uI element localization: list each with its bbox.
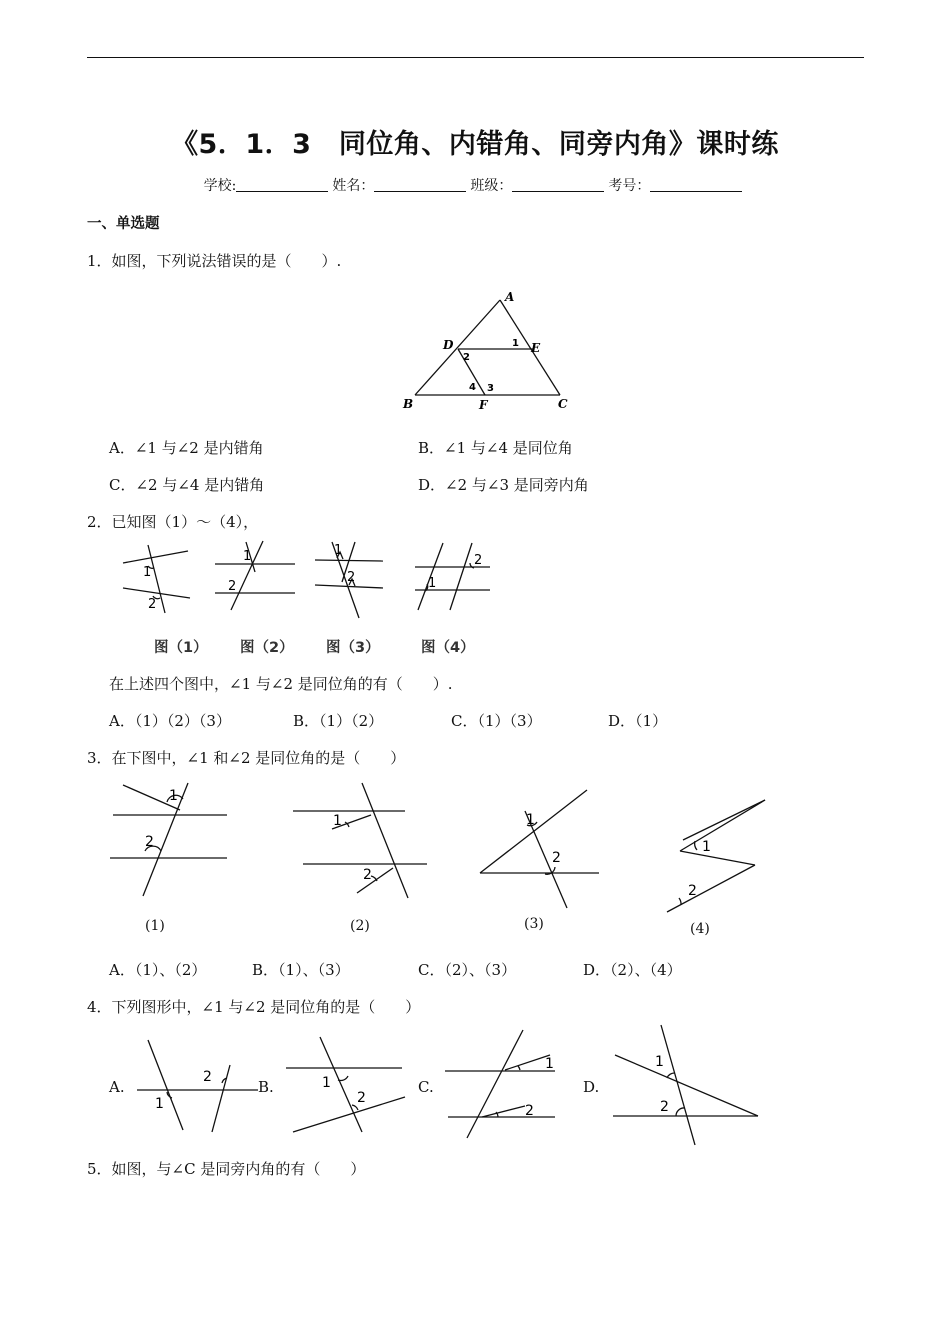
q3-caption-1: (1) <box>145 918 165 934</box>
fig3-label-2: 2 <box>347 570 356 585</box>
angle-label-4: 4 <box>469 382 476 393</box>
q3-fig1-label-1: 1 <box>169 788 178 804</box>
name-label: 姓名： <box>332 178 375 194</box>
q4-d-label-1: 1 <box>655 1054 664 1070</box>
q4-b-label-1: 1 <box>322 1075 331 1091</box>
section-heading: 一、单选题 <box>87 216 160 232</box>
fig2-label-2: 2 <box>228 579 237 594</box>
school-blank[interactable] <box>236 177 328 192</box>
q2-caption-4: 图（4） <box>421 640 475 656</box>
q3-option-c[interactable]: C．（2）、（3） <box>418 961 517 979</box>
point-label-e: E <box>531 341 541 355</box>
question-3-figures <box>105 778 775 943</box>
fig1-label-1: 1 <box>143 565 152 580</box>
question-3-stem: 3．在下图中，∠1 和∠2 是同位角的是（ ） <box>87 749 406 767</box>
question-5-stem: 5．如图，与∠C 是同旁内角的有（ ） <box>87 1160 366 1178</box>
q2-option-d[interactable]: D．（1） <box>608 712 668 730</box>
q3-fig1-label-2: 2 <box>145 834 154 850</box>
question-4-figures <box>130 1020 770 1145</box>
q1-option-c[interactable]: C．∠2 与∠4 是内错角 <box>109 476 265 494</box>
fig4-label-1: 1 <box>428 576 437 591</box>
fig2-label-1: 1 <box>243 549 252 564</box>
q4-a-label-1: 1 <box>155 1096 164 1112</box>
q2-option-a[interactable]: A．（1）（2）（3） <box>109 712 231 730</box>
q3-fig4-label-2: 2 <box>688 883 697 899</box>
q3-caption-2: (2) <box>350 918 370 934</box>
q1-option-a[interactable]: A．∠1 与∠2 是内错角 <box>109 439 264 457</box>
q3-option-d[interactable]: D．（2）、（4） <box>583 961 682 979</box>
page-title: 《5．1．3 同位角、内错角、同旁内角》课时练 <box>171 129 779 160</box>
q4-c-label-1: 1 <box>545 1056 554 1072</box>
q4-option-a[interactable]: A. <box>109 1078 125 1096</box>
q3-fig2-label-1: 1 <box>333 813 342 829</box>
q3-caption-3: (3) <box>524 916 544 932</box>
point-label-c: C <box>558 397 568 411</box>
class-blank[interactable] <box>512 177 604 192</box>
q2-option-c[interactable]: C．（1）（3） <box>451 712 542 730</box>
point-label-f: F <box>479 398 488 412</box>
angle-label-1: 1 <box>512 338 519 349</box>
question-2-stem: 2．已知图（1）～（4）， <box>87 513 259 531</box>
question-1-figure <box>395 288 585 418</box>
angle-label-2: 2 <box>463 352 470 363</box>
number-blank[interactable] <box>650 177 742 192</box>
angle-label-3: 3 <box>487 383 494 394</box>
q4-d-label-2: 2 <box>660 1099 669 1115</box>
q4-c-label-2: 2 <box>525 1103 534 1119</box>
question-2-subquestion: 在上述四个图中，∠1 与∠2 是同位角的有（ ）. <box>109 675 453 693</box>
q4-option-b[interactable]: B. <box>258 1078 274 1096</box>
q1-option-d[interactable]: D．∠2 与∠3 是同旁内角 <box>418 476 589 494</box>
q4-a-label-2: 2 <box>203 1069 212 1085</box>
q3-option-a[interactable]: A．（1）、（2） <box>109 961 207 979</box>
q3-fig2-label-2: 2 <box>363 867 372 883</box>
point-label-b: B <box>403 397 414 411</box>
q2-caption-3: 图（3） <box>326 640 380 656</box>
header-rule <box>87 57 864 58</box>
fig3-label-1: 1 <box>334 543 343 558</box>
question-2-figures <box>118 538 498 618</box>
name-blank[interactable] <box>374 177 466 192</box>
q2-caption-1: 图（1） <box>154 640 208 656</box>
q1-option-b[interactable]: B．∠1 与∠4 是同位角 <box>418 439 573 457</box>
q4-b-label-2: 2 <box>357 1090 366 1106</box>
point-label-d: D <box>443 338 454 352</box>
q3-caption-4: (4) <box>690 921 710 937</box>
question-1-stem: 1．如图，下列说法错误的是（ ）. <box>87 252 342 270</box>
class-label: 班级： <box>470 178 513 194</box>
q2-option-b[interactable]: B．（1）（2） <box>293 712 384 730</box>
fig1-label-2: 2 <box>148 597 157 612</box>
q4-option-c[interactable]: C. <box>418 1078 434 1096</box>
q3-option-b[interactable]: B．（1）、（3） <box>252 961 350 979</box>
q3-fig3-label-2: 2 <box>552 850 561 866</box>
q3-fig3-label-1: 1 <box>526 812 535 828</box>
question-4-stem: 4．下列图形中，∠1 与∠2 是同位角的是（ ） <box>87 998 421 1016</box>
q3-fig4-label-1: 1 <box>702 839 711 855</box>
q2-caption-2: 图（2） <box>240 640 294 656</box>
q4-option-d[interactable]: D. <box>583 1078 600 1096</box>
point-label-a: A <box>505 290 515 304</box>
fig4-label-2: 2 <box>474 553 483 568</box>
student-info-line <box>0 175 950 195</box>
number-label: 考号： <box>608 178 651 194</box>
school-label: 学校: <box>203 178 237 194</box>
